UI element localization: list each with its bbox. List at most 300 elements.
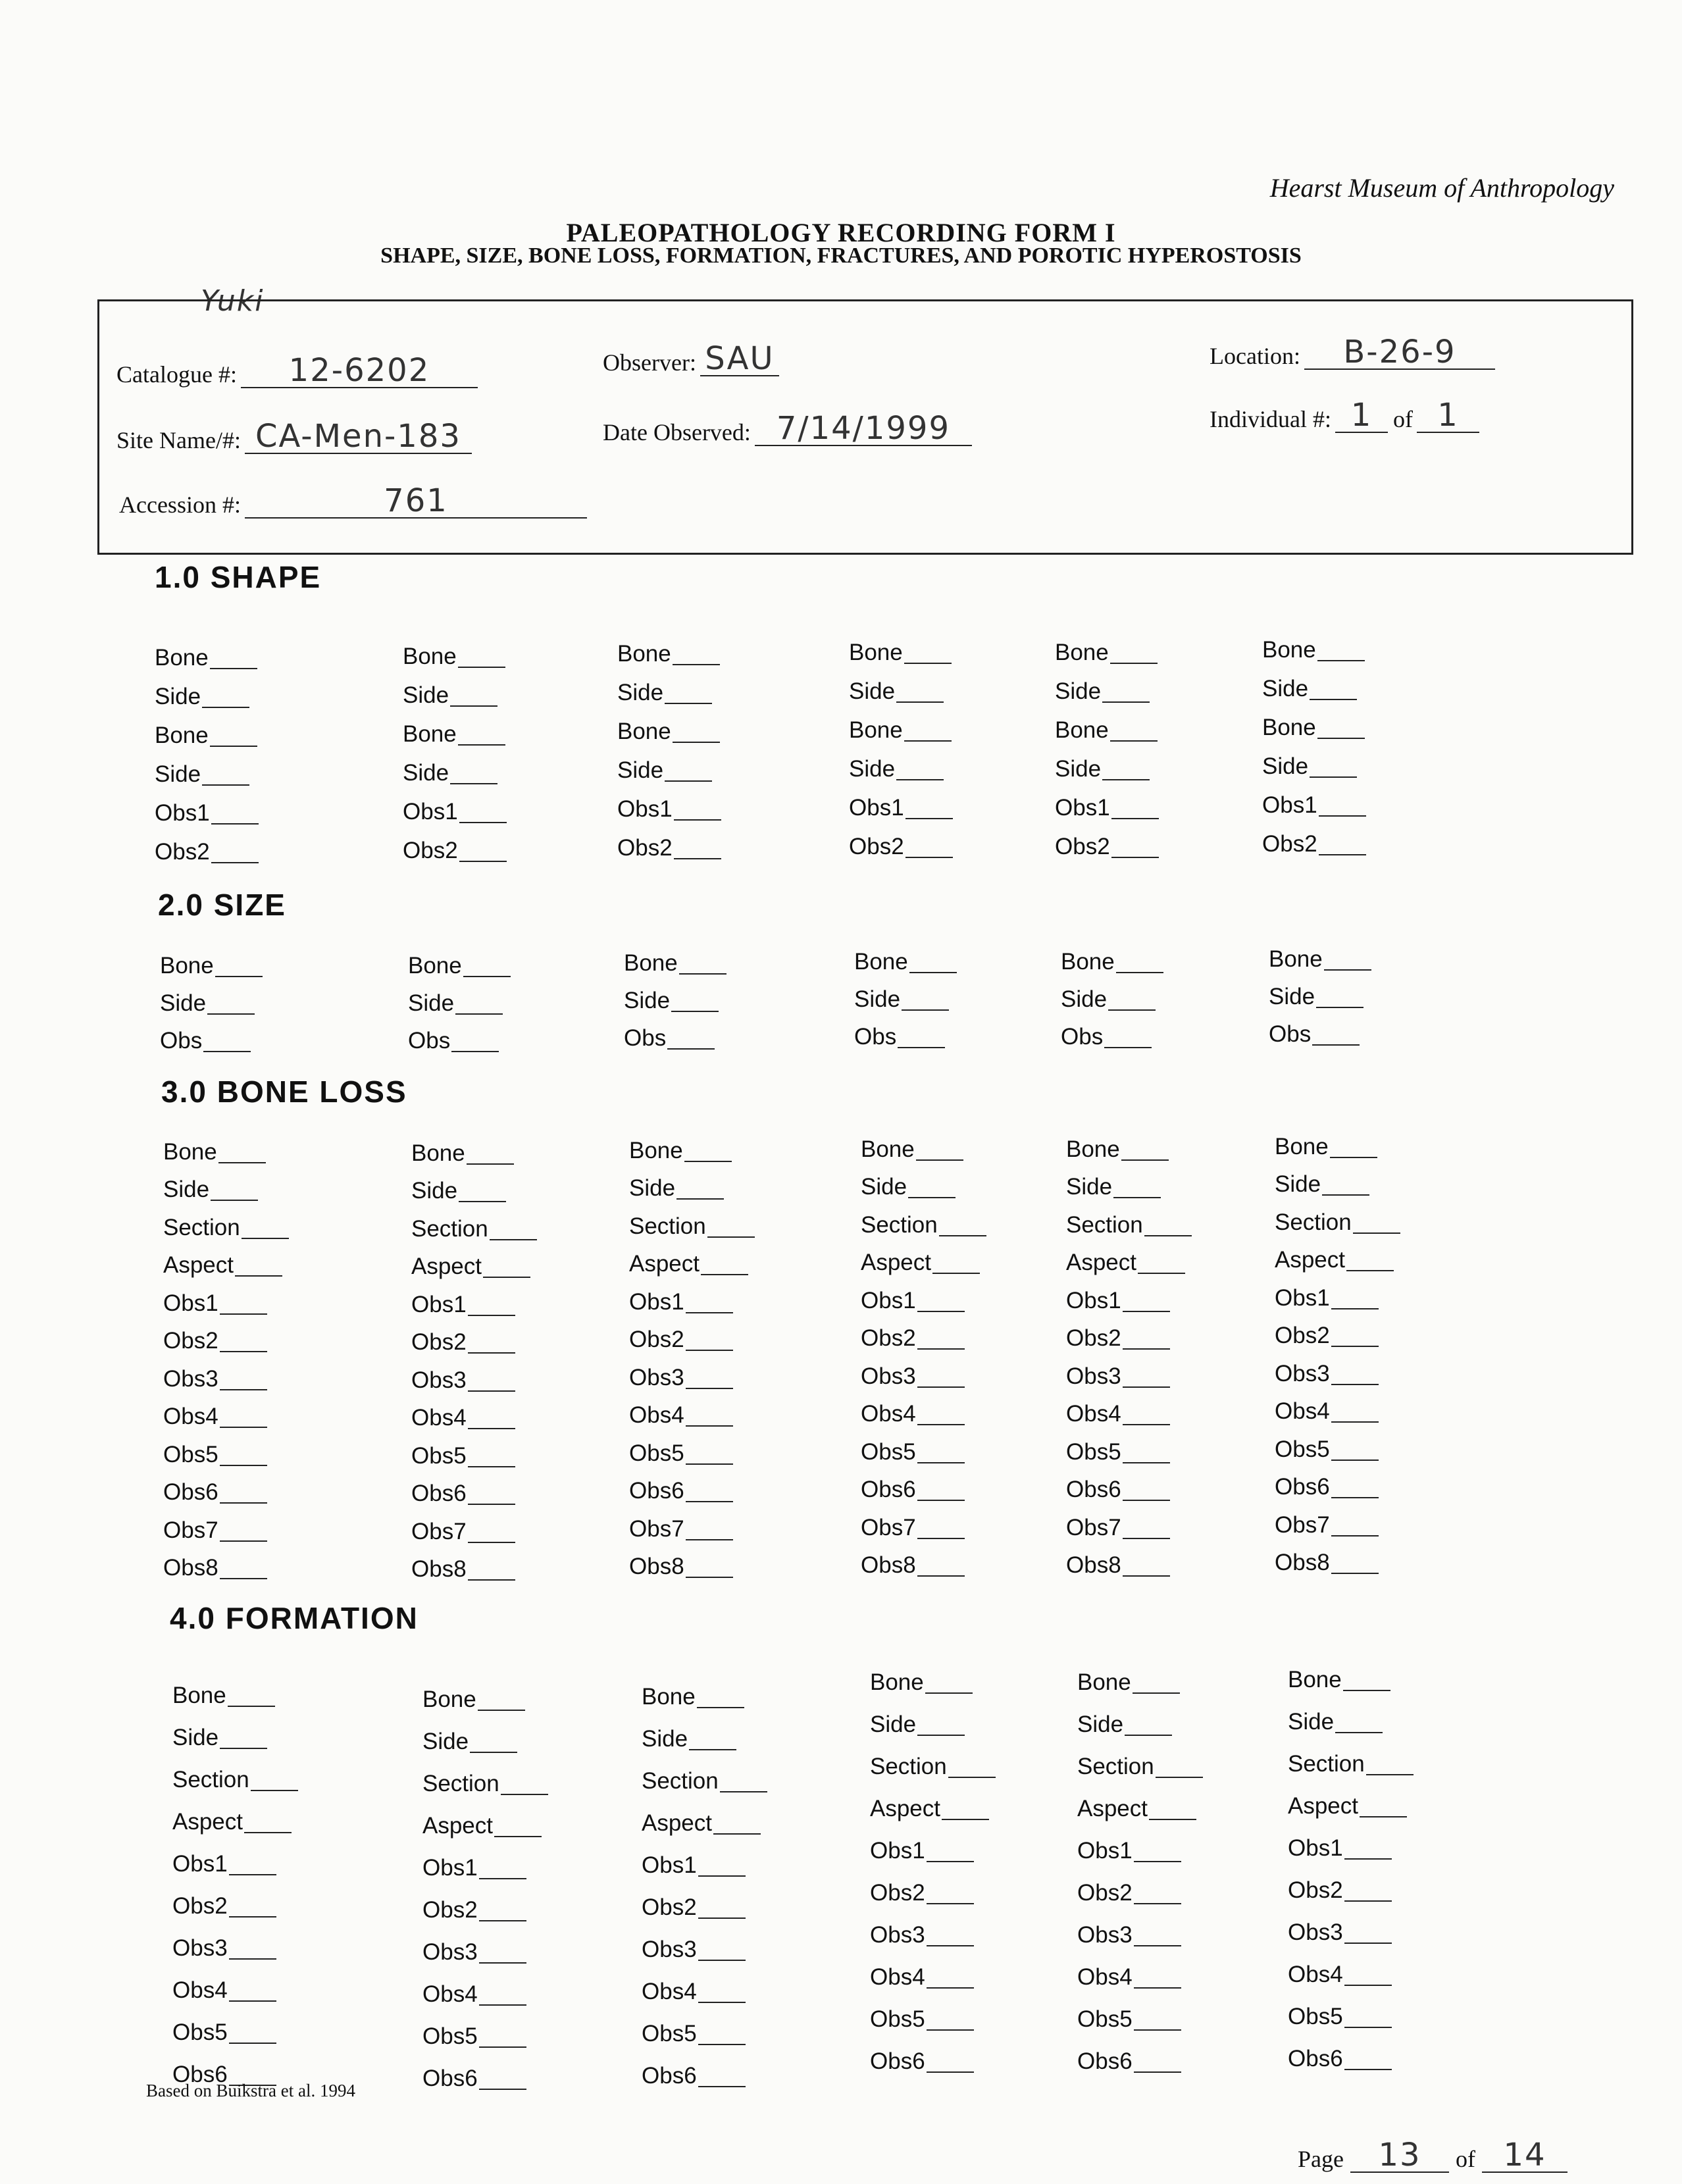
field-blank[interactable] (1331, 1364, 1379, 1385)
field-label: Bone (1055, 640, 1109, 665)
field-blank[interactable] (673, 722, 720, 743)
field-blank[interactable] (942, 1799, 989, 1820)
field-blank[interactable] (686, 1519, 733, 1540)
page-input[interactable]: 13 (1350, 2139, 1449, 2173)
field-blank[interactable] (211, 803, 259, 825)
field-blank[interactable] (902, 990, 949, 1011)
field-blank[interactable] (1331, 1402, 1379, 1423)
field-row (160, 1015, 377, 1052)
field-label: Obs3 (642, 1937, 697, 1962)
field-blank[interactable] (451, 1031, 499, 1052)
field-label: Obs6 (1275, 1474, 1330, 1500)
field-blank[interactable] (1134, 2010, 1181, 2031)
field-blank[interactable] (1144, 1215, 1192, 1236)
individual-input[interactable]: 1 (1335, 399, 1388, 433)
field-row (1066, 1274, 1283, 1312)
field-blank[interactable] (1322, 1175, 1369, 1196)
field-blank[interactable] (210, 726, 257, 747)
field-blank[interactable] (686, 1330, 733, 1351)
field-label: Bone (1262, 715, 1316, 740)
field-row (411, 1354, 628, 1392)
page-number (1298, 2139, 1574, 2173)
field-blank[interactable] (927, 1925, 974, 1946)
field-row (1288, 1817, 1505, 1860)
field-row (642, 1750, 859, 1792)
field-blank[interactable] (455, 994, 503, 1015)
field-row (163, 1504, 380, 1542)
field-blank[interactable] (220, 1331, 267, 1352)
field-label: Side (1066, 1174, 1113, 1200)
field-blank[interactable] (220, 1407, 267, 1428)
field-blank[interactable] (468, 1371, 515, 1392)
field-blank[interactable] (210, 648, 257, 669)
field-row (1262, 739, 1479, 778)
field-blank[interactable] (1111, 837, 1159, 858)
field-row (411, 1165, 628, 1203)
field-blank[interactable] (479, 2027, 526, 2048)
field-blank[interactable] (479, 1943, 526, 1964)
field-blank[interactable] (674, 800, 721, 821)
field-blank[interactable] (203, 1031, 251, 1052)
field-row (163, 1201, 380, 1239)
field-blank[interactable] (676, 1179, 724, 1200)
field-row (870, 1989, 1087, 2031)
field-blank[interactable] (686, 1444, 733, 1465)
field-blank[interactable] (917, 1480, 965, 1501)
field-blank[interactable] (479, 1900, 526, 1921)
field-label: Obs (1269, 1021, 1312, 1047)
field-blank[interactable] (468, 1446, 515, 1467)
field-blank[interactable] (468, 1560, 515, 1581)
field-blank[interactable] (1123, 1518, 1170, 1539)
field-blank[interactable] (713, 1814, 761, 1835)
field-blank[interactable] (211, 842, 259, 863)
field-blank[interactable] (896, 759, 944, 780)
field-blank[interactable] (1102, 759, 1150, 780)
field-blank[interactable] (215, 956, 263, 977)
field-blank[interactable] (909, 952, 957, 973)
field-row (642, 1666, 859, 1708)
field-blank[interactable] (904, 721, 952, 742)
field-blank[interactable] (686, 1368, 733, 1389)
field-blank[interactable] (679, 953, 726, 975)
field-blank[interactable] (686, 1557, 733, 1578)
field-blank[interactable] (917, 1442, 965, 1463)
field-blank[interactable] (1310, 679, 1357, 700)
field-blank[interactable] (229, 1981, 276, 2002)
field-label: Side (1055, 756, 1102, 782)
field-row (629, 1275, 846, 1313)
field-row (629, 1238, 846, 1276)
field-blank[interactable] (1134, 1883, 1181, 1904)
field-blank[interactable] (1133, 1673, 1180, 1694)
field-row (1262, 661, 1479, 700)
field-row (1066, 1501, 1283, 1539)
field-blank[interactable] (220, 1294, 267, 1315)
field-blank[interactable] (916, 1140, 963, 1161)
date-label: Date Observed: (603, 419, 751, 445)
field-blank[interactable] (927, 1883, 974, 1904)
field-label: Obs1 (422, 1855, 478, 1881)
field-label: Obs7 (1066, 1514, 1121, 1540)
field-blank[interactable] (701, 1254, 748, 1275)
field-label: Obs3 (163, 1365, 218, 1392)
field-blank[interactable] (1331, 1440, 1379, 1461)
field-label: Bone (408, 953, 462, 978)
field-blank[interactable] (1360, 1796, 1407, 1817)
field-row (1275, 1196, 1492, 1234)
field-row (617, 704, 834, 743)
field-blank[interactable] (220, 1521, 267, 1542)
field-blank[interactable] (220, 1483, 267, 1504)
field-row (422, 1711, 640, 1753)
field-blank[interactable] (1331, 1553, 1379, 1574)
field-label: Aspect (172, 1809, 243, 1835)
field-blank[interactable] (939, 1215, 986, 1236)
field-blank[interactable] (1123, 1329, 1170, 1350)
field-blank[interactable] (1335, 1712, 1383, 1733)
citation: Based on Buikstra et al. 1994 (146, 2081, 355, 2100)
field-blank[interactable] (671, 991, 719, 1012)
field-blank[interactable] (1134, 2052, 1181, 2073)
field-row (861, 1350, 1078, 1388)
field-blank[interactable] (1134, 1968, 1181, 1989)
handwritten-note: Yuki (201, 284, 265, 318)
field-blank[interactable] (1102, 682, 1150, 703)
field-row (861, 1539, 1078, 1577)
field-label: Obs1 (1055, 795, 1110, 821)
field-label: Bone (629, 1137, 683, 1163)
field-label: Bone (1262, 637, 1316, 663)
field-label: Obs1 (642, 1852, 697, 1878)
field-blank[interactable] (1331, 1326, 1379, 1347)
field-blank[interactable] (470, 1732, 517, 1753)
field-blank[interactable] (917, 1715, 965, 1736)
field-blank[interactable] (1134, 1841, 1181, 1862)
field-blank[interactable] (1316, 987, 1363, 1008)
site-input[interactable]: CA-Men-183 (245, 420, 472, 454)
section-title-size: 2.0 SIZE (158, 888, 286, 922)
field-blank[interactable] (1104, 1027, 1152, 1048)
field-blank[interactable] (478, 1690, 525, 1711)
field-blank[interactable] (450, 686, 497, 707)
field-blank[interactable] (674, 838, 721, 859)
field-blank[interactable] (244, 1812, 292, 1833)
field-blank[interactable] (235, 1256, 282, 1277)
field-row (1077, 1946, 1294, 1989)
field-blank[interactable] (697, 1687, 744, 1708)
field-row (629, 1540, 846, 1579)
field-blank[interactable] (1343, 1670, 1390, 1691)
field-blank[interactable] (220, 1445, 267, 1466)
field-row (861, 1388, 1078, 1426)
field-blank[interactable] (1121, 1140, 1169, 1161)
field-blank[interactable] (684, 1141, 732, 1162)
field-row (411, 1392, 628, 1430)
field-blank[interactable] (1123, 1367, 1170, 1388)
field-label: Side (155, 761, 201, 787)
field-blank[interactable] (948, 1757, 996, 1778)
field-blank[interactable] (686, 1292, 733, 1313)
field-row (1269, 1008, 1486, 1046)
field-blank[interactable] (202, 687, 249, 708)
field-blank[interactable] (689, 1729, 736, 1750)
field-label: Bone (1288, 1667, 1342, 1692)
field-blank[interactable] (1344, 1965, 1392, 1986)
field-label: Obs2 (849, 834, 904, 859)
field-label: Obs8 (163, 1555, 218, 1581)
field-blank[interactable] (1123, 1556, 1170, 1577)
field-blank[interactable] (483, 1257, 530, 1278)
field-blank[interactable] (458, 647, 505, 668)
field-row (1055, 742, 1272, 780)
field-blank[interactable] (1346, 1250, 1394, 1271)
location-field (1210, 336, 1495, 370)
field-blank[interactable] (927, 1968, 974, 1989)
field-blank[interactable] (917, 1367, 965, 1388)
field-label: Aspect (411, 1254, 482, 1279)
field-row (861, 1161, 1078, 1199)
field-blank[interactable] (1113, 1177, 1161, 1198)
field-blank[interactable] (1344, 1881, 1392, 1902)
field-blank[interactable] (211, 1180, 258, 1201)
field-blank[interactable] (1331, 1477, 1379, 1498)
catalogue-input[interactable]: 12-6202 (241, 354, 478, 388)
field-blank[interactable] (917, 1556, 965, 1577)
field-blank[interactable] (927, 2052, 974, 2073)
field-blank[interactable] (1123, 1291, 1170, 1312)
field-blank[interactable] (665, 761, 712, 782)
field-blank[interactable] (501, 1774, 548, 1795)
field-blank[interactable] (1317, 640, 1365, 661)
field-blank[interactable] (467, 1144, 514, 1165)
field-blank[interactable] (927, 2010, 974, 2031)
field-row (1275, 1423, 1492, 1461)
field-blank[interactable] (1353, 1213, 1400, 1234)
field-label: Side (411, 1178, 458, 1204)
field-blank[interactable] (220, 1369, 267, 1390)
field-blank[interactable] (1134, 1925, 1181, 1946)
field-blank[interactable] (1125, 1715, 1172, 1736)
field-blank[interactable] (220, 1558, 267, 1579)
field-blank[interactable] (220, 1728, 267, 1749)
field-blank[interactable] (228, 1686, 275, 1707)
field-blank[interactable] (459, 1181, 506, 1202)
field-blank[interactable] (673, 644, 720, 665)
field-blank[interactable] (468, 1484, 515, 1505)
field-blank[interactable] (479, 1985, 526, 2006)
field-blank[interactable] (251, 1770, 298, 1791)
accession-label: Accession #: (119, 492, 241, 518)
field-row (861, 1274, 1078, 1312)
field-row (617, 665, 834, 704)
field-label: Section (861, 1211, 938, 1238)
field-label: Obs7 (861, 1514, 916, 1540)
field-row (1077, 1694, 1294, 1736)
field-blank[interactable] (917, 1404, 965, 1425)
field-blank[interactable] (229, 2023, 276, 2044)
field-blank[interactable] (698, 2066, 746, 2087)
field-row (1061, 1011, 1278, 1048)
field-blank[interactable] (207, 994, 255, 1015)
field-blank[interactable] (1138, 1253, 1185, 1274)
field-label: Bone (849, 717, 903, 743)
field-blank[interactable] (494, 1816, 542, 1837)
field-blank[interactable] (1331, 1515, 1379, 1536)
field-blank[interactable] (202, 765, 249, 786)
date-input[interactable]: 7/14/1999 (755, 412, 972, 446)
field-label: Side (1077, 1712, 1124, 1737)
field-row (172, 1707, 390, 1749)
field-blank[interactable] (917, 1329, 965, 1350)
field-row (861, 1312, 1078, 1350)
field-blank[interactable] (468, 1333, 515, 1354)
field-blank[interactable] (665, 683, 712, 704)
field-blank[interactable] (1123, 1404, 1170, 1425)
field-label: Obs8 (1275, 1550, 1330, 1575)
field-blank[interactable] (1366, 1754, 1414, 1775)
field-row (172, 1833, 390, 1875)
field-row (861, 1123, 1078, 1161)
field-row (160, 977, 377, 1015)
field-blank[interactable] (242, 1218, 289, 1239)
field-blank[interactable] (459, 841, 507, 862)
field-label: Obs5 (1275, 1436, 1330, 1462)
field-blank[interactable] (1116, 952, 1163, 973)
field-blank[interactable] (908, 1177, 956, 1198)
field-blank[interactable] (927, 1841, 974, 1862)
field-blank[interactable] (1330, 1137, 1377, 1158)
field-label: Obs4 (861, 1401, 916, 1427)
individual-total-input[interactable]: 1 (1417, 399, 1479, 433)
field-label: Obs2 (642, 1894, 697, 1920)
field-label: Section (1066, 1211, 1143, 1238)
field-blank[interactable] (1312, 1025, 1360, 1046)
field-label: Obs6 (642, 2063, 697, 2089)
field-blank[interactable] (1123, 1442, 1170, 1463)
page-total-input[interactable]: 14 (1482, 2139, 1567, 2173)
field-blank[interactable] (1123, 1480, 1170, 1501)
field-label: Obs4 (1066, 1401, 1121, 1427)
field-blank[interactable] (450, 763, 497, 784)
field-blank[interactable] (1110, 643, 1158, 664)
field-blank[interactable] (904, 643, 952, 664)
field-label: Obs6 (629, 1478, 684, 1504)
field-blank[interactable] (905, 798, 953, 819)
field-label: Side (172, 1725, 219, 1750)
field-blank[interactable] (1324, 950, 1371, 971)
field-blank[interactable] (667, 1029, 715, 1050)
field-label: Bone (155, 723, 209, 748)
field-row (642, 1835, 859, 1877)
field-label: Obs5 (870, 2006, 925, 2032)
field-blank[interactable] (1319, 796, 1366, 817)
field-label: Section (163, 1214, 240, 1240)
field-blank[interactable] (1344, 2007, 1392, 2028)
field-blank[interactable] (720, 1771, 767, 1792)
field-row (422, 1879, 640, 1921)
field-label: Obs4 (870, 1964, 925, 1990)
field-label: Obs4 (642, 1979, 697, 2004)
field-row (172, 2044, 390, 2086)
field-blank[interactable] (1110, 721, 1158, 742)
field-blank[interactable] (468, 1295, 515, 1316)
location-input[interactable]: B-26-9 (1304, 336, 1495, 370)
field-blank[interactable] (468, 1522, 515, 1543)
field-blank[interactable] (229, 1854, 276, 1875)
field-label: Obs3 (172, 1935, 228, 1961)
field-blank[interactable] (1317, 718, 1365, 739)
field-label: Obs2 (422, 1897, 478, 1923)
field-blank[interactable] (1344, 1923, 1392, 1944)
field-blank[interactable] (917, 1291, 965, 1312)
field-blank[interactable] (925, 1673, 973, 1694)
field-blank[interactable] (698, 1898, 746, 1919)
field-label: Aspect (1275, 1247, 1345, 1273)
field-blank[interactable] (1331, 1288, 1379, 1309)
field-blank[interactable] (1344, 2049, 1392, 2070)
field-label: Obs1 (411, 1291, 467, 1317)
field-blank[interactable] (229, 1896, 276, 1917)
field-row (163, 1352, 380, 1390)
field-label: Obs8 (411, 1556, 467, 1582)
field-blank[interactable] (898, 1027, 945, 1048)
field-blank[interactable] (698, 1982, 746, 2003)
field-blank[interactable] (479, 1858, 526, 1879)
field-label: Side (1269, 984, 1315, 1009)
field-blank[interactable] (463, 956, 511, 977)
field-blank[interactable] (229, 1939, 276, 1960)
field-row (172, 1960, 390, 2002)
field-blank[interactable] (479, 2069, 526, 2090)
field-blank[interactable] (1319, 834, 1366, 855)
field-blank[interactable] (707, 1217, 755, 1238)
observer-input[interactable]: SAU (700, 342, 779, 376)
field-blank[interactable] (218, 1142, 266, 1163)
field-blank[interactable] (459, 802, 507, 823)
field-blank[interactable] (468, 1408, 515, 1429)
field-blank[interactable] (905, 837, 953, 858)
field-blank[interactable] (698, 1856, 746, 1877)
field-blank[interactable] (686, 1481, 733, 1502)
field-row (172, 1791, 390, 1833)
field-blank[interactable] (1149, 1799, 1196, 1820)
field-blank[interactable] (698, 1940, 746, 1961)
field-blank[interactable] (458, 724, 505, 746)
field-blank[interactable] (1310, 757, 1357, 778)
field-label: Section (411, 1215, 488, 1242)
field-blank[interactable] (1111, 798, 1159, 819)
field-row (1055, 780, 1272, 819)
field-blank[interactable] (686, 1406, 733, 1427)
field-blank[interactable] (1108, 990, 1156, 1011)
field-blank[interactable] (1344, 1839, 1392, 1860)
field-row (870, 1652, 1087, 1694)
field-label: Obs8 (861, 1552, 916, 1578)
field-blank[interactable] (490, 1219, 537, 1240)
field-row (1077, 1652, 1294, 1694)
field-label: Obs2 (629, 1327, 684, 1352)
field-blank[interactable] (896, 682, 944, 703)
field-blank[interactable] (932, 1253, 980, 1274)
field-label: Bone (163, 1138, 217, 1165)
shape-column (403, 629, 620, 862)
field-blank[interactable] (1156, 1757, 1203, 1778)
field-blank[interactable] (917, 1518, 965, 1539)
field-row (629, 1313, 846, 1352)
accession-input[interactable]: 761 (245, 484, 587, 519)
field-blank[interactable] (698, 2024, 746, 2045)
